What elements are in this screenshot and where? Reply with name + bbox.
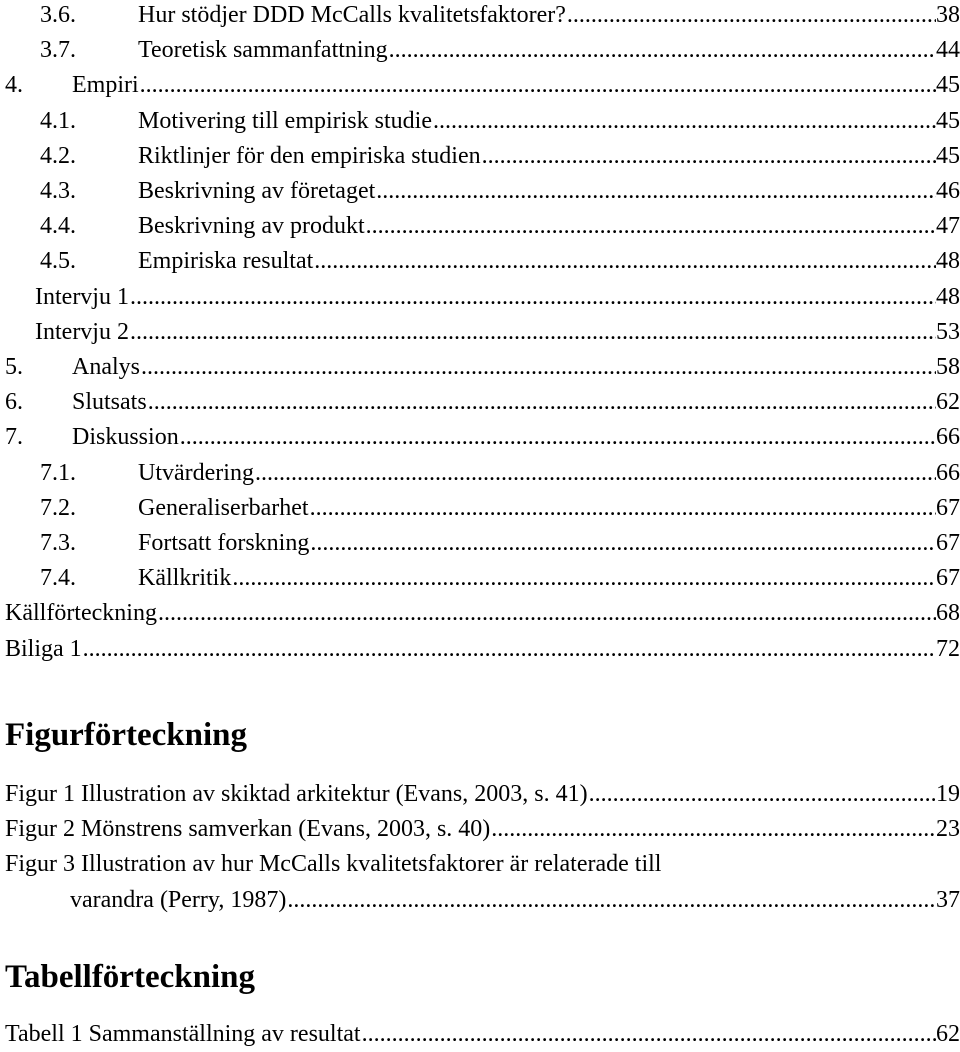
table-entry[interactable] <box>0 1020 960 1050</box>
leader-dots <box>432 107 936 135</box>
toc-entry-number: 7.2. <box>40 494 76 521</box>
table-entry-title: Tabell 1 Sammanställning av resultat <box>5 1021 361 1047</box>
toc-entry-number: 4. <box>5 72 23 99</box>
toc-entry-page: 48 <box>936 283 960 310</box>
figure-entry[interactable] <box>0 780 960 810</box>
toc-entry-page: 45 <box>936 142 960 169</box>
toc-entry-title: Hur stödjer DDD McCalls kvalitetsfaktorer? <box>138 2 566 28</box>
leader-dots <box>254 459 936 487</box>
figure-entry-title: varandra (Perry, 1987) <box>70 887 287 913</box>
leader-dots <box>490 815 936 843</box>
toc-entry-page: 58 <box>936 354 960 380</box>
toc-entry-number: 3.7. <box>40 37 76 64</box>
figure-entry-page: 23 <box>936 816 960 842</box>
toc-entry[interactable] <box>0 142 960 177</box>
toc-entry-page: 67 <box>936 530 960 556</box>
toc-entry[interactable] <box>0 71 960 106</box>
toc-entry-title: Beskrivning av företaget <box>138 178 376 204</box>
toc-entry-page: 62 <box>936 389 960 416</box>
toc-entry-number: 5. <box>5 354 23 380</box>
figure-entry-title: Figur 1 Illustration av skiktad arkitektur (Evans, 2003, s. 41) <box>5 781 588 807</box>
toc-entry-page: 48 <box>936 248 960 275</box>
toc-entry-page: 72 <box>936 635 960 662</box>
leader-dots <box>147 388 936 416</box>
leader-dots <box>139 71 936 99</box>
figure-entry[interactable] <box>0 815 960 845</box>
toc-entry-page: 66 <box>936 459 960 486</box>
leader-dots <box>481 142 936 170</box>
leader-dots <box>313 247 936 275</box>
toc-entry-title: Motivering till empirisk studie <box>138 107 432 134</box>
toc-entry-number: 4.1. <box>40 107 76 134</box>
toc-entry-title: Empiriska resultat <box>138 248 314 275</box>
toc-entry-title: Empiri <box>72 72 139 99</box>
toc-entry-number: 3.6. <box>40 2 76 28</box>
leader-dots <box>309 494 936 522</box>
toc-entry[interactable] <box>0 353 960 388</box>
leader-dots <box>286 886 936 914</box>
toc-entry[interactable] <box>0 283 960 318</box>
leader-dots <box>388 36 936 64</box>
figure-entry-title-line1: Figur 3 Illustration av hur McCalls kvalitetsfaktorer är relaterade till <box>5 851 662 877</box>
leader-dots <box>140 353 936 381</box>
toc-entry-number: 4.4. <box>40 213 76 240</box>
toc-entry[interactable] <box>0 635 960 670</box>
toc-entry-title: Analys <box>72 354 140 380</box>
toc-entry[interactable] <box>0 1 960 36</box>
toc-entry-title: Teoretisk sammanfattning <box>138 37 388 64</box>
toc-entry-title: Intervju 1 <box>35 283 129 310</box>
figure-entry-title: Figur 2 Mönstrens samverkan (Evans, 2003, s. 40) <box>5 816 491 842</box>
leader-dots <box>129 318 936 346</box>
leader-dots <box>375 177 936 205</box>
toc-entry-number: 7.1. <box>40 459 76 486</box>
tables-heading: Tabellförteckning <box>5 959 255 995</box>
toc-entry[interactable] <box>0 529 960 564</box>
toc-entry[interactable] <box>0 388 960 423</box>
toc-entry[interactable] <box>0 212 960 247</box>
toc-entry-page: 38 <box>936 2 960 28</box>
toc-entry[interactable] <box>0 494 960 529</box>
toc-entry-title: Utvärdering <box>138 459 254 486</box>
toc-entry-number: 7. <box>5 424 23 451</box>
leader-dots <box>157 599 936 627</box>
toc-entry[interactable] <box>0 423 960 458</box>
toc-entry-page: 45 <box>936 72 960 99</box>
leader-dots <box>309 529 936 557</box>
toc-entry-title: Beskrivning av produkt <box>138 213 365 240</box>
toc-entry-page: 45 <box>936 107 960 134</box>
toc-entry-title: Intervju 2 <box>35 318 129 345</box>
leader-dots <box>588 780 936 808</box>
toc-entry-page: 68 <box>936 600 960 627</box>
toc-entry-page: 47 <box>936 213 960 240</box>
toc-entry[interactable] <box>0 599 960 634</box>
figure-entry-page: 37 <box>936 887 960 913</box>
toc-entry-page: 44 <box>936 37 960 64</box>
figure-entry[interactable] <box>0 850 960 916</box>
toc-entry-title: Fortsatt forskning <box>138 530 310 556</box>
leader-dots <box>566 1 936 29</box>
toc-entry[interactable] <box>0 177 960 212</box>
leader-dots <box>231 564 936 592</box>
toc-entry-number: 4.5. <box>40 248 76 275</box>
leader-dots <box>179 423 936 451</box>
toc-entry-number: 7.3. <box>40 530 76 556</box>
toc-entry[interactable] <box>0 247 960 282</box>
toc-entry[interactable] <box>0 459 960 494</box>
toc-entry[interactable] <box>0 107 960 142</box>
table-entry-page: 62 <box>936 1021 960 1047</box>
toc-entry[interactable] <box>0 36 960 71</box>
toc-entry-page: 53 <box>936 318 960 345</box>
toc-entry-title: Källkritik <box>138 565 232 592</box>
toc-entry-title: Diskussion <box>72 424 179 451</box>
toc-entry[interactable] <box>0 564 960 599</box>
toc-entry[interactable] <box>0 318 960 353</box>
leader-dots <box>361 1020 936 1048</box>
toc-entry-number: 7.4. <box>40 565 76 592</box>
toc-entry-page: 67 <box>936 565 960 592</box>
toc-entry-title: Biliga 1 <box>5 635 82 662</box>
figures-heading: Figurförteckning <box>5 717 247 753</box>
toc-entry-title: Slutsats <box>72 389 147 416</box>
toc-entry-number: 4.2. <box>40 142 76 169</box>
toc-entry-number: 6. <box>5 389 23 416</box>
toc-entry-page: 46 <box>936 178 960 204</box>
figure-entry-page: 19 <box>936 781 960 807</box>
toc-entry-title: Generaliserbarhet <box>138 494 309 521</box>
leader-dots <box>129 283 936 311</box>
toc-entry-page: 66 <box>936 424 960 451</box>
leader-dots <box>82 635 936 663</box>
toc-entry-page: 67 <box>936 494 960 521</box>
toc-entry-title: Riktlinjer för den empiriska studien <box>138 142 481 169</box>
leader-dots <box>365 212 936 240</box>
toc-entry-number: 4.3. <box>40 178 76 204</box>
toc-entry-title: Källförteckning <box>5 600 157 627</box>
